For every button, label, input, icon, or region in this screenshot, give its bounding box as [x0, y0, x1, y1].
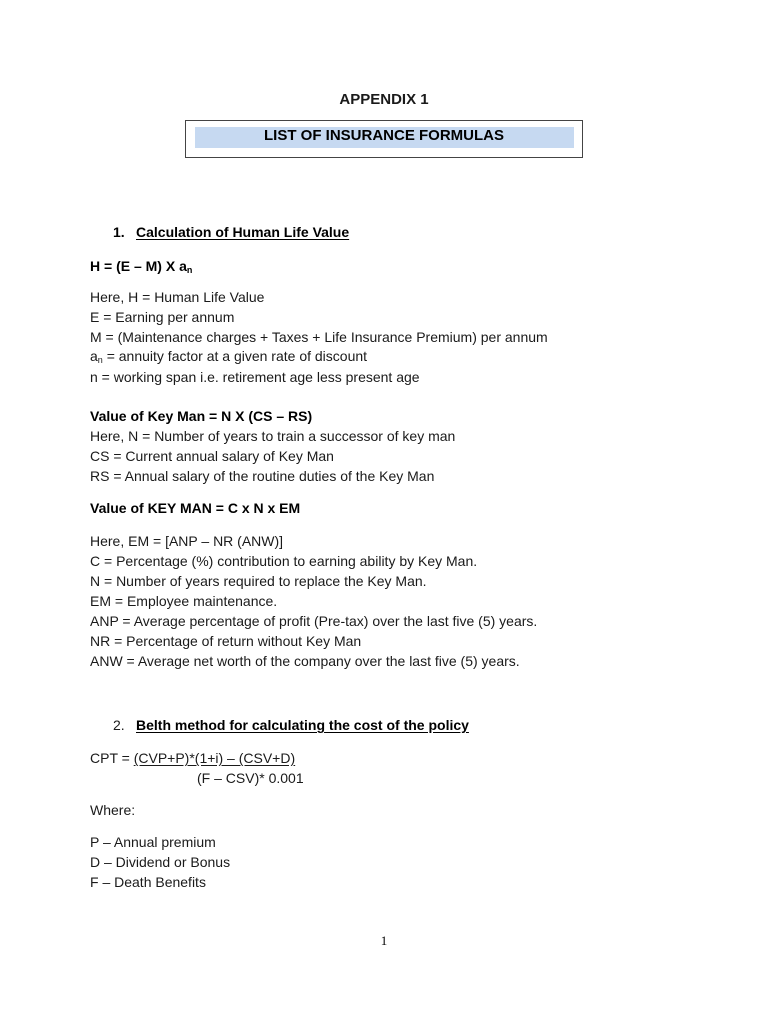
keyman2-formula: Value of KEY MAN = C x N x EM — [90, 500, 301, 516]
keyman1-def: RS = Annual salary of the routine duties of the Key Man — [90, 468, 435, 484]
keyman2-def: N = Number of years required to replace the Key Man. — [90, 573, 427, 589]
keyman2-def: C = Percentage (%) contribution to earning ability by Key Man. — [90, 553, 478, 569]
premium-definition: P – Annual premium — [90, 834, 216, 850]
section1-heading: Calculation of Human Life Value — [136, 224, 350, 240]
keyman1-def: Here, N = Number of years to train a successor of key man — [90, 428, 456, 444]
cpt-formula: CPT = (CVP+P)*(1+i) – (CSV+D) — [90, 750, 296, 766]
hlv-definition: Here, H = Human Life Value — [90, 289, 265, 305]
keyman2-def: NR = Percentage of return without Key Man — [90, 633, 362, 649]
hlv-formula: H = (E – M) X $a_n$ — [90, 258, 193, 275]
keyman2-def: Here, EM = [ANP – NR (ANW)] — [90, 533, 284, 549]
death-benefits-definition: F – Death Benefits — [90, 874, 206, 890]
where-label: Where: — [90, 802, 136, 818]
cpt-denominator: (F – CSV)* 0.001 — [197, 770, 304, 786]
earning-definition: E = Earning per annum — [90, 309, 235, 325]
keyman1-def: CS = Current annual salary of Key Man — [90, 448, 334, 464]
page-number: 1 — [380, 933, 388, 948]
dividend-definition: D – Dividend or Bonus — [90, 854, 231, 870]
section2-number: 2. — [113, 717, 125, 733]
working-span-definition: n = working span i.e. retirement age less present age — [90, 369, 420, 385]
annuity-definition: $a_n$ = annuity factor at a given rate of discount — [90, 348, 368, 365]
keyman2-def: EM = Employee maintenance. — [90, 593, 278, 609]
title-box — [185, 120, 583, 158]
maintenance-definition: M = (Maintenance charges + Taxes + Life Insurance Premium) per annum — [90, 329, 548, 345]
section1-number: 1. — [113, 224, 125, 240]
appendix-title: APPENDIX 1 — [339, 91, 429, 108]
section2-heading: Belth method for calculating the cost of the policy — [136, 717, 469, 733]
keyman1-formula: Value of Key Man = N X (CS – RS) — [90, 408, 313, 424]
keyman2-def: ANW = Average net worth of the company over the last five (5) years. — [90, 653, 520, 669]
keyman2-def: ANP = Average percentage of profit (Pre-tax) over the last five (5) years. — [90, 613, 538, 629]
list-title: LIST OF INSURANCE FORMULAS — [264, 127, 504, 144]
